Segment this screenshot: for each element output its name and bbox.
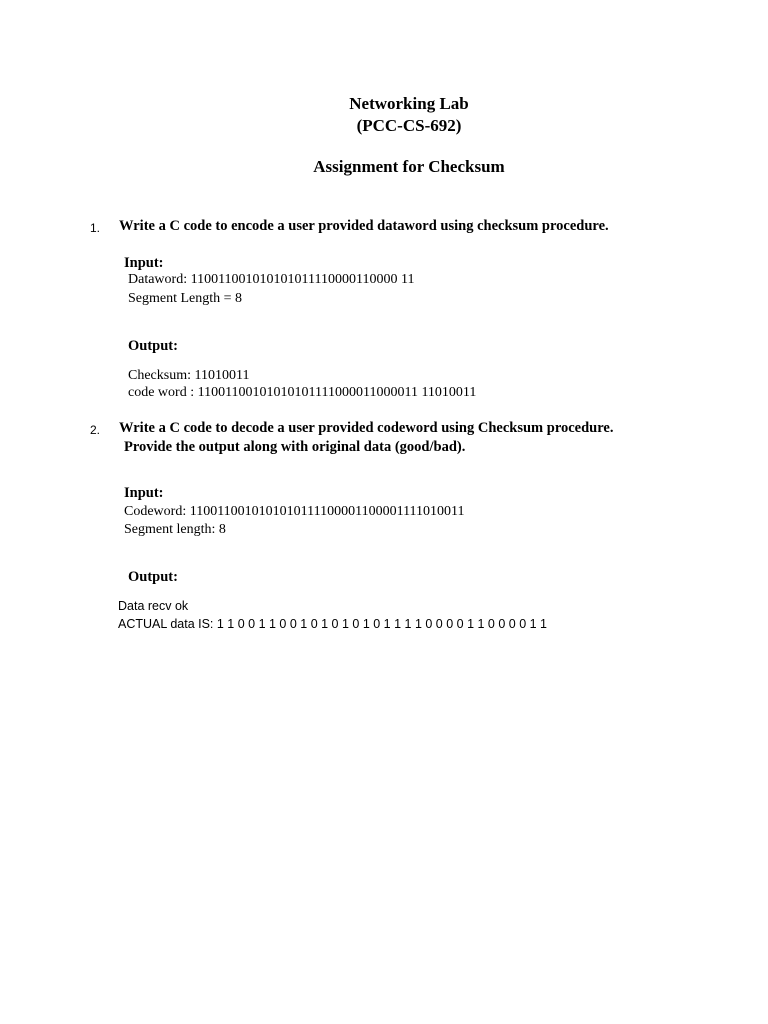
- question-1-output-label: Output:: [128, 338, 178, 354]
- question-2-prompt-line-2: Provide the output along with original data (good/bad).: [124, 439, 466, 455]
- question-1-dataword: Dataword: 110011001010101011110000110000 11: [128, 272, 415, 287]
- question-1-segment-length: Segment Length = 8: [128, 291, 243, 306]
- assignment-title: Assignment for Checksum: [313, 157, 505, 176]
- course-title: Networking Lab: [349, 94, 469, 113]
- course-code: (PCC-CS-692): [356, 116, 462, 135]
- question-2-input-label: Input:: [124, 485, 164, 501]
- question-2-prompt-line-1: Write a C code to decode a user provided codeword using Checksum procedure.: [119, 420, 614, 436]
- question-2-number: 2.: [90, 423, 101, 437]
- question-1-input-label: Input:: [124, 255, 164, 271]
- question-1-codeword: code word : 11001100101010101111000011000011 11010011: [128, 385, 477, 400]
- question-1-checksum: Checksum: 11010011: [128, 368, 250, 383]
- question-1-prompt: Write a C code to encode a user provided dataword using checksum procedure.: [119, 218, 609, 234]
- question-2-output-label: Output:: [128, 569, 178, 585]
- question-1-number: 1.: [90, 221, 101, 235]
- question-2-codeword: Codeword: 1100110010101010111100001100001111010011: [124, 504, 465, 519]
- question-2-output-status: Data recv ok: [118, 599, 189, 613]
- question-2-output-actual-data: ACTUAL data IS: 1 1 0 0 1 1 0 0 1 0 1 0 1 0 1 0 1 1 1 1 0 0 0 0 1 1 0 0 0 0 1 1: [118, 617, 548, 631]
- question-2-segment-length: Segment length: 8: [124, 522, 226, 537]
